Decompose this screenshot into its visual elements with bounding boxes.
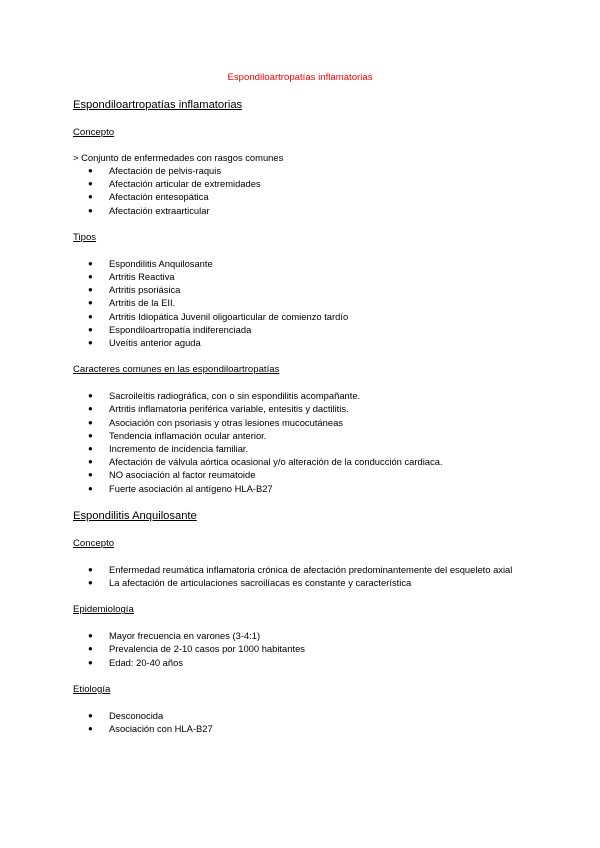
list-item [73,482,533,495]
list-item-text: Artritis Idiopática Juvenil oligoarticular de comienzo tardío [109,310,349,322]
bullet-icon: ● [88,166,93,175]
subsection-heading: Epidemiología [73,604,134,616]
list-item [73,642,533,655]
bullet-icon: ● [88,205,93,215]
bullet-icon: ● [88,311,93,321]
list-item-text: NO asociación al factor reumatoide [109,469,256,481]
list-item [73,455,533,468]
list-item [73,190,533,203]
list-item [73,257,533,270]
list-item [73,296,533,309]
document-title: Espondiloartropatías inflamatorias [227,72,373,83]
bullet-icon: ● [88,430,93,440]
list-item-text: Asociación con psoriasis y otras lesiones mucocutáneas [109,416,343,428]
list-item [73,656,533,669]
list-item-text: Afectación extraarticular [109,204,210,216]
subsection-heading: Concepto [73,537,115,549]
bullet-icon: ● [88,391,93,401]
bullet-icon: ● [88,285,93,295]
bullet-list [73,563,533,589]
list-item-text: Uveítis anterior aguda [109,337,201,349]
bullet-icon: ● [88,404,93,414]
list-item-text: Desconocida [109,709,164,721]
list-item [73,389,533,402]
list-item-text: Artritis de la EII. [109,297,176,309]
list-item [73,177,533,190]
bullet-icon: ● [88,192,93,202]
bullet-icon: ● [88,258,93,268]
list-item-text: Afectación articular de extremidades [109,178,261,190]
list-item [73,336,533,349]
list-item [73,323,533,336]
list-item [73,204,533,217]
list-item [73,429,533,442]
list-item-text: Espondiloartropatía indiferenciada [109,323,252,335]
subsection-heading: Etiología [73,683,111,695]
subsection-heading: Concepto [73,127,115,138]
list-item [73,310,533,323]
bullet-list [73,709,533,735]
bullet-icon: ● [88,457,93,467]
list-item-text: Espondilitis Anquilosante [109,257,213,269]
list-item-text: Asociación con HLA-B27 [109,723,213,735]
list-item [73,283,533,296]
list-item [73,629,533,642]
bullet-icon: ● [88,657,93,667]
bullet-icon: ● [88,417,93,427]
subsection-heading: Caracteres comunes en las espondiloartropatías [73,364,280,376]
list-item [73,402,533,415]
bullet-icon: ● [88,179,93,189]
list-item-text: Edad: 20-40 años [109,656,184,668]
bullet-icon: ● [88,631,93,641]
list-item-text: Afectación de pelvis-raquis [109,165,222,176]
list-item [73,416,533,429]
bullet-list [73,389,533,495]
list-item-text: Afectación entesopática [109,191,209,203]
list-item-text: Artritis Reactiva [109,271,175,283]
list-item [73,164,533,177]
bullet-icon: ● [88,483,93,493]
bullet-icon: ● [88,564,93,574]
bullet-list [73,629,533,669]
section-heading: Espondilitis Anquilosante [73,509,197,522]
list-item-text: Mayor frecuencia en varones (3-4:1) [109,630,261,642]
list-item [73,563,533,576]
list-item-text: Fuerte asociación al antígeno HLA-B27 [109,482,273,494]
list-item-text: La afectación de articulaciones sacroilíacas es constante y característica [109,577,412,589]
list-item-text: Enfermedad reumática inflamatoria crónica de afectación predominantemente del esqueleto axial [109,563,513,575]
list-item-text: Afectación de válvula aórtica ocasional y/o alteración de la conducción cardiaca. [109,456,443,468]
bullet-icon: ● [88,710,93,720]
bullet-icon: ● [88,724,93,734]
bullet-list [73,164,533,217]
intro-text: > Conjunto de enfermedades con rasgos comunes [73,152,284,163]
bullet-icon: ● [88,324,93,334]
list-item [73,270,533,283]
document-body [73,98,533,749]
list-item [73,468,533,481]
bullet-icon: ● [88,470,93,480]
list-item-text: Artritis inflamatoria periférica variable, entesitis y dactilitis. [109,403,349,415]
list-item [73,576,533,589]
bullet-list [73,257,533,349]
bullet-icon: ● [88,644,93,654]
section-heading: Espondiloartropatías inflamatorias [73,99,243,111]
list-item-text: Tendencia inflamación ocular anterior. [109,429,267,441]
list-item-text: Incremento de incidencia familiar. [109,443,249,455]
list-item [73,709,533,722]
bullet-icon: ● [88,578,93,588]
bullet-icon: ● [88,444,93,454]
subsection-heading: Tipos [73,231,97,243]
list-item [73,722,533,735]
list-item-text: Artritis psoriásica [109,284,181,296]
bullet-icon: ● [88,338,93,348]
list-item-text: Prevalencia de 2-10 casos por 1000 habitantes [109,643,305,655]
bullet-icon: ● [88,298,93,308]
list-item [73,442,533,455]
list-item-text: Sacroileítis radiográfica, con o sin espondilitis acompañante. [109,390,361,402]
bullet-icon: ● [88,272,93,282]
